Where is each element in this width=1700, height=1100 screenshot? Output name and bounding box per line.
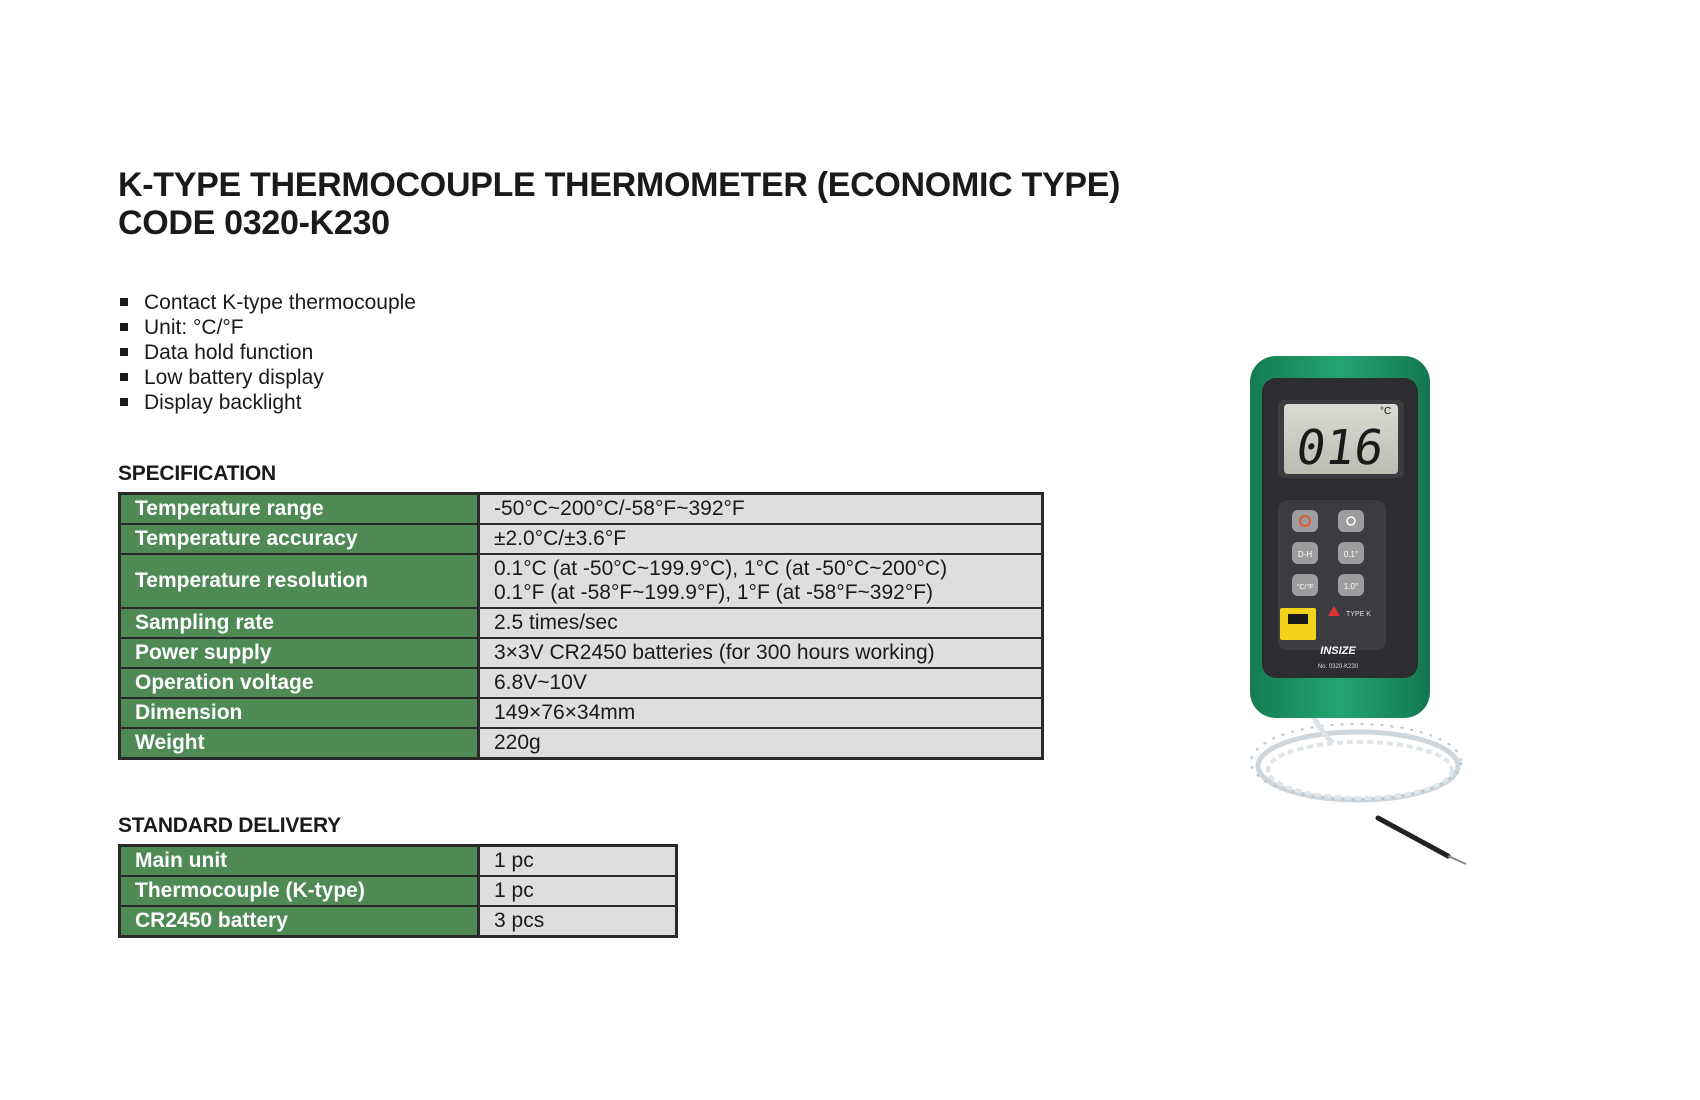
resolution-10-label: 1.0° [1343, 582, 1359, 591]
feature-list [118, 290, 416, 415]
row-label-text: Main unit [135, 849, 228, 872]
specification-heading: SPECIFICATION [118, 462, 277, 485]
delivery-row [120, 906, 677, 937]
row-value-text: 2.5 times/sec [494, 611, 618, 634]
row-label-text: Temperature resolution [135, 569, 368, 592]
row-label-text: Temperature accuracy [135, 527, 358, 550]
data-hold-label: D-H [1297, 550, 1313, 559]
spec-row [120, 668, 1043, 698]
spec-row [120, 638, 1043, 668]
row-label [120, 698, 479, 728]
row-value [479, 876, 677, 906]
product-title [118, 166, 1120, 242]
model-number: No. 0320-K230 [1317, 664, 1359, 670]
feature-item [118, 290, 416, 315]
connector-label: TYPE K [1346, 611, 1371, 618]
row-value-text: 220g [494, 731, 541, 754]
display-reading: 016 [1292, 420, 1388, 476]
row-label-text: Dimension [135, 701, 243, 724]
row-value [479, 728, 1043, 759]
standard-delivery-table [118, 844, 678, 938]
row-label [120, 608, 479, 638]
row-value [479, 494, 1043, 525]
feature-item [118, 340, 416, 365]
row-label [120, 906, 479, 937]
bullet-icon [120, 298, 128, 306]
spec-row [120, 608, 1043, 638]
row-label-text: Weight [135, 731, 205, 754]
standard-delivery-heading: STANDARD DELIVERY [118, 814, 341, 837]
row-value-text: 3 pcs [494, 909, 545, 932]
row-label [120, 846, 479, 877]
row-value [479, 608, 1043, 638]
bullet-icon [120, 373, 128, 381]
thermometer-body [1250, 356, 1430, 718]
bullet-icon [120, 398, 128, 406]
row-label [120, 554, 479, 608]
delivery-row [120, 876, 677, 906]
specification-table [118, 492, 1044, 760]
row-value-text: 149×76×34mm [494, 701, 636, 724]
title-line-2: CODE 0320-K230 [118, 204, 390, 242]
title-line-1: K-TYPE THERMOCOUPLE THERMOMETER (ECONOMIC TYPE) [118, 166, 1121, 204]
row-label-text: Thermocouple (K-type) [135, 879, 365, 902]
row-value-text: 1 pc [494, 879, 534, 902]
row-value-text: 0.1°C (at -50°C~199.9°C), 1°C (at -50°C~200°C) [494, 557, 948, 580]
row-value [479, 698, 1043, 728]
row-value [479, 906, 677, 937]
feature-text: Low battery display [144, 366, 324, 389]
row-label [120, 668, 479, 698]
bullet-icon [120, 323, 128, 331]
row-value-text: -50°C~200°C/-58°F~392°F [494, 497, 745, 520]
row-label [120, 728, 479, 759]
row-label [120, 524, 479, 554]
product-photo [1238, 348, 1478, 868]
row-value-text: 6.8V~10V [494, 671, 587, 694]
unit-toggle-label: °C/°F [1296, 584, 1314, 591]
row-label-text: Operation voltage [135, 671, 314, 694]
row-value [479, 554, 1043, 608]
feature-text: Contact K-type thermocouple [144, 291, 416, 314]
power-button[interactable] [1292, 510, 1318, 532]
backlight-button[interactable] [1338, 510, 1364, 532]
row-value-text: 3×3V CR2450 batteries (for 300 hours working) [494, 641, 935, 664]
feature-item [118, 315, 416, 340]
spec-row [120, 554, 1043, 608]
spec-row [120, 728, 1043, 759]
feature-text: Display backlight [144, 391, 302, 414]
row-value-text: ±2.0°C/±3.6°F [494, 527, 627, 550]
feature-item [118, 365, 416, 390]
spec-row [120, 494, 1043, 525]
display-unit: °C [1380, 406, 1392, 417]
spec-row [120, 524, 1043, 554]
bullet-icon [120, 348, 128, 356]
resolution-01-label: 0.1° [1343, 550, 1359, 559]
row-label-text: Sampling rate [135, 611, 274, 634]
row-label-text: Power supply [135, 641, 272, 664]
spec-row [120, 698, 1043, 728]
row-label [120, 494, 479, 525]
feature-text: Data hold function [144, 341, 314, 364]
thermometer-illustration [1238, 348, 1478, 868]
row-value [479, 668, 1043, 698]
row-value-text: 0.1°F (at -58°F~199.9°F), 1°F (at -58°F~392°F) [494, 581, 934, 604]
row-value [479, 846, 677, 877]
row-label-text: CR2450 battery [135, 909, 288, 932]
brand-logo: INSIZE [1320, 645, 1356, 657]
row-label-text: Temperature range [135, 497, 324, 520]
feature-item [118, 390, 416, 415]
row-value [479, 524, 1043, 554]
feature-text: Unit: °C/°F [144, 316, 244, 339]
row-label [120, 638, 479, 668]
row-label [120, 876, 479, 906]
delivery-row [120, 846, 677, 877]
row-value-text: 1 pc [494, 849, 534, 872]
row-value [479, 638, 1043, 668]
